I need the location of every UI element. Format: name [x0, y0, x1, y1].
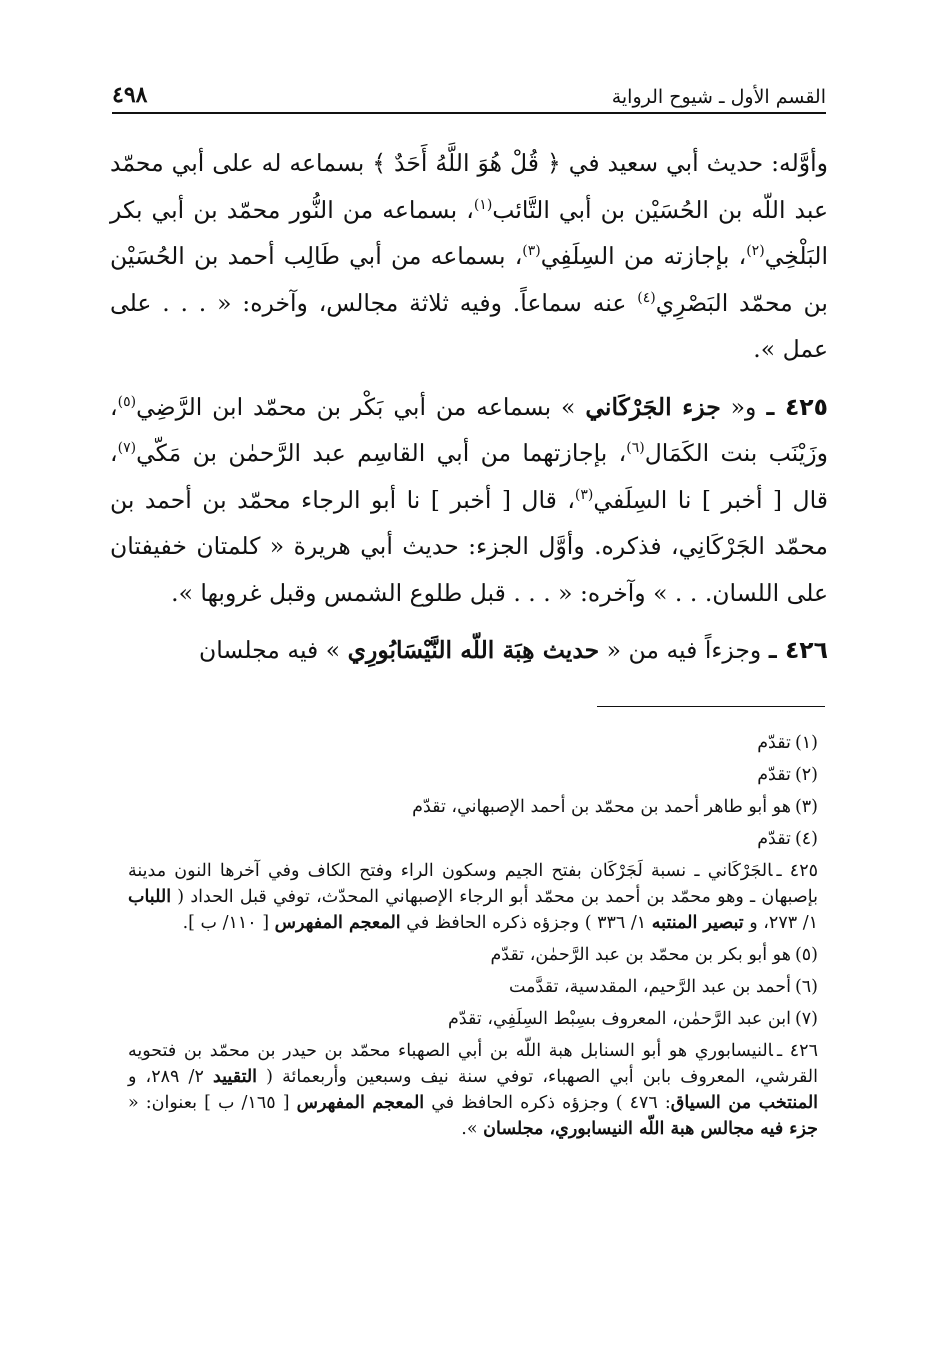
source-title: اللباب: [128, 887, 172, 907]
footnotes: [128, 730, 818, 1148]
footnote-ref: (٣): [522, 243, 541, 260]
footnote-text: تقدّم: [757, 829, 791, 849]
paragraph-intro: [110, 140, 828, 373]
text-run: ، بسماعه من النُّور محمّد بن أبي بكر البَلْخِي: [110, 195, 828, 270]
footnote-text: [ ١٦٥/ ب ] بعنوان: «: [128, 1093, 297, 1113]
footnote-3: [128, 794, 818, 820]
footnote-ref: (٧): [117, 440, 137, 457]
page-header: [112, 74, 826, 114]
footnote-ref: (٤): [637, 289, 656, 306]
entry-number: ٤٢٦ ـ: [768, 636, 828, 664]
footnote-text: ١/ ٣٣٦ ) وجزؤه ذكره الحافظ في: [400, 913, 652, 933]
footnote-text: [ ١١٠/ ب ].: [182, 913, 275, 933]
footnote-text: هو أبو بكر بن محمّد بن عبد الرَّحمٰن، تقدّم: [490, 945, 791, 965]
text-run: و«: [720, 392, 767, 421]
text-run: » بسماعه من أبي بَكْر بن محمّد ابن الرَّضِي: [136, 392, 586, 421]
text-run: عنه سماعاً. وفيه ثلاثة مجالس، وآخره: « . . . على عمل ».: [110, 288, 828, 363]
footnote-text: ».: [461, 1119, 484, 1139]
text-run: » فيه مجلسان: [198, 636, 348, 664]
footnote-text: : ٤٧٦ ) وجزؤه ذكره الحافظ في: [424, 1093, 671, 1113]
running-title: القسم الأول ـ شيوح الرواية: [611, 86, 826, 108]
footnote-6: [128, 974, 818, 1000]
source-title: التقييد: [212, 1067, 258, 1087]
footnote-text: الجَرْكَاني ـ نسبة لَجَرْكَان بفتح الجيم وسكون الراء وفتح الكاف وفي آخرها النون مدينة بإصبهان ـ وهو محمّد بن أحمد بن محمّد أبو الرجاء الإصبهاني المحدّث، توفي قبل الحداد (: [128, 861, 818, 907]
entry-title: جزء الجَرْكَاني: [585, 392, 721, 421]
footnote-number: (٤): [794, 829, 818, 849]
footnote-number: (٧): [794, 1009, 818, 1029]
source-title: المنتخب من السياق: [670, 1093, 819, 1113]
footnote-5: [128, 942, 818, 968]
entry-number: ٤٢٥ ـ: [766, 392, 828, 421]
text-run: ، بإجازته من السِلَفِي: [540, 242, 747, 270]
footnote-text: ١/ ٢٧٣، و: [743, 913, 818, 933]
footnote-ref: (٢): [746, 243, 765, 260]
text-run: ، بإجازتهما من أبي القاسِم عبد الرَّحمٰن بن مَكّي: [136, 439, 627, 467]
text-run: ، قال [ أخبر ] نا السِلَفي: [110, 439, 828, 514]
footnote-ref: (٥): [117, 393, 137, 410]
entry-title: حديث هِبَة اللّه النَّيْسَابُورِي: [347, 636, 600, 664]
footnote-text: تقدّم: [757, 765, 791, 785]
footnote-4: [128, 826, 818, 852]
footnote-text: أحمد بن عبد الرَّحيم، المقدسية، تقدَّمت: [509, 977, 791, 997]
entry-426: [110, 627, 828, 674]
source-title: المعجم المفهرس: [274, 913, 401, 933]
text-run: ، وزَيْنَب بنت الكَمَال: [110, 392, 828, 467]
text-run: ، بسماعه من أبي طَالِب أحمد بن الحُسَيْن بن محمّد البَصْرِي: [110, 242, 828, 317]
footnote-ref: (٣): [574, 486, 594, 503]
footnote-divider: [597, 706, 825, 707]
footnote-number: (٢): [794, 765, 818, 785]
footnote-text: هو أبو طاهر أحمد بن محمّد بن أحمد الإصبهاني، تقدّم: [412, 797, 791, 817]
source-title: المعجم المفهرس: [296, 1093, 425, 1113]
footnote-number: (٥): [794, 945, 818, 965]
footnote-7: [128, 1006, 818, 1032]
footnote-ref: (٦): [626, 440, 645, 457]
footnote-text: تقدّم: [757, 733, 791, 753]
footnote-text: ابن عبد الرَّحمٰن، المعروف بسِبْط السِلَفِي، تقدّم: [448, 1009, 791, 1029]
text-run: ، قال [ أخبر ] نا أبو الرجاء محمّد بن أحمد بن محمّد الجَرْكَانِي، فذكره. وأوَّل الجزء: حديث أبي هريرة « كلمتان خفيفتان على اللسان. . . » وآخره: « . . . قبل طلوع الشمس وقبل غروبها ».: [110, 485, 828, 607]
entry-425: [110, 384, 828, 617]
text-run: وأوَّله: حديث أبي سعيد في ﴿ قُلْ هُوَ اللَّهُ أَحَدٌ ﴾ بسماعه له على أبي محمّد عبد اللّه بن الحُسَيْن بن أبي التَّائب: [110, 149, 828, 224]
footnote-text: ٢/ ٢٨٩، و: [128, 1067, 213, 1087]
footnote-2: [128, 762, 818, 788]
footnote-ref: (١): [473, 196, 493, 213]
footnote-1: [128, 730, 818, 756]
footnote-425: [128, 858, 818, 936]
source-title: تبصير المنتبه: [651, 913, 744, 933]
footnote-text: النيسابوري هو أبو السنابل هبة اللّه بن أبي الصهباء محمّد بن حيدر بن محمّد بن فتحويه القرشي، المعروف بابن أبي الصهباء، توفي سنة نيف وسبعين وأربعمائة (: [128, 1041, 818, 1087]
footnote-426: [128, 1038, 818, 1142]
footnote-number: (٣): [794, 797, 818, 817]
page-number: ٤٩٨: [112, 82, 148, 108]
footnote-number: ٤٢٥ ـ: [776, 861, 818, 881]
footnote-number: (١): [794, 733, 818, 753]
text-run: وجزءاً فيه من «: [599, 636, 769, 664]
main-text: [110, 140, 828, 674]
footnote-number: (٦): [794, 977, 818, 997]
footnote-number: ٤٢٦ ـ: [777, 1041, 818, 1061]
source-title: جزء فيه مجالس هبة اللّه النيسابوري، مجلسان: [483, 1119, 818, 1139]
